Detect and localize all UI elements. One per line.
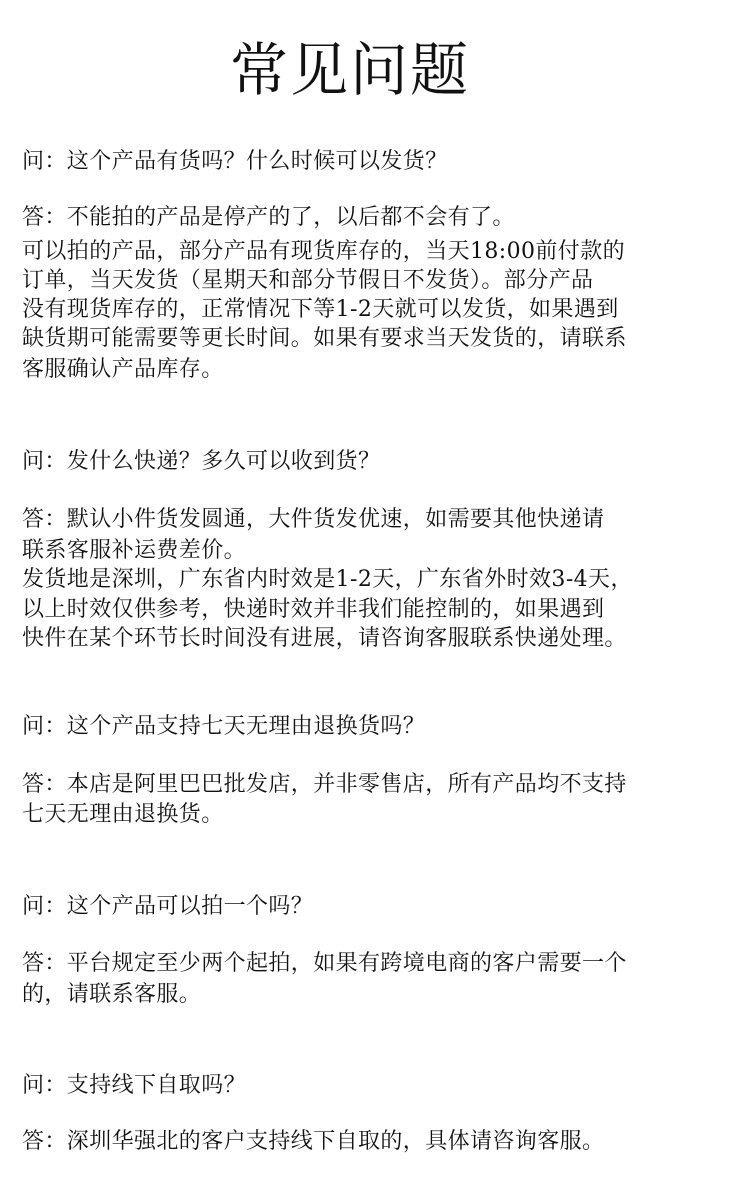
faq-answer-3-line-1: 答：本店是阿里巴巴批发店，并非零售店，所有产品均不支持 (22, 772, 627, 797)
faq-answer-2-line-5: 快件在某个环节长时间没有进展，请咨询客服联系快递处理。 (22, 626, 627, 651)
faq-answer-1-line-1: 答：不能拍的产品是停产的了，以后都不会有了。 (22, 205, 515, 230)
faq-answer-2-line-4: 以上时效仅供参考，快递时效并非我们能控制的，如果遇到 (22, 597, 605, 622)
faq-answer-2-line-2: 联系客服补运费差价。 (22, 538, 247, 563)
faq-answer-4-line-2: 的，请联系客服。 (22, 982, 202, 1007)
faq-answer-1-line-6: 客服确认产品库存。 (22, 357, 224, 382)
faq-question-4: 问：这个产品可以拍一个吗？ (22, 894, 314, 919)
faq-answer-1-line-5: 缺货期可能需要等更长时间。如果有要求当天发货的，请联系 (22, 326, 627, 351)
faq-answer-2-line-1: 答：默认小件货发圆通，大件货发优速，如需要其他快递请 (22, 507, 605, 532)
faq-question-2: 问：发什么快递？多久可以收到货？ (22, 449, 381, 474)
faq-question-1: 问：这个产品有货吗？什么时候可以发货？ (22, 149, 448, 174)
page-title: 常见问题 (229, 36, 470, 104)
faq-question-5: 问：支持线下自取吗？ (22, 1073, 247, 1098)
faq-answer-2-line-3: 发货地是深圳，广东省内时效是1-2天，广东省外时效3-4天， (22, 567, 633, 592)
faq-answer-1-line-4: 没有现货库存的，正常情况下等1-2天就可以发货，如果遇到 (22, 297, 619, 322)
faq-question-3: 问：这个产品支持七天无理由退换货吗？ (22, 714, 426, 739)
faq-answer-5-line-1: 答：深圳华强北的客户支持线下自取的，具体请咨询客服。 (22, 1129, 605, 1154)
faq-answer-1-line-3: 订单，当天发货（星期天和部分节假日不发货）。部分产品 (22, 268, 594, 293)
faq-answer-4-line-1: 答：平台规定至少两个起拍，如果有跨境电商的客户需要一个 (22, 951, 627, 976)
faq-answer-1-line-2: 可以拍的产品，部分产品有现货库存的，当天18:00前付款的 (22, 239, 626, 264)
faq-answer-3-line-2: 七天无理由退换货。 (22, 802, 224, 827)
